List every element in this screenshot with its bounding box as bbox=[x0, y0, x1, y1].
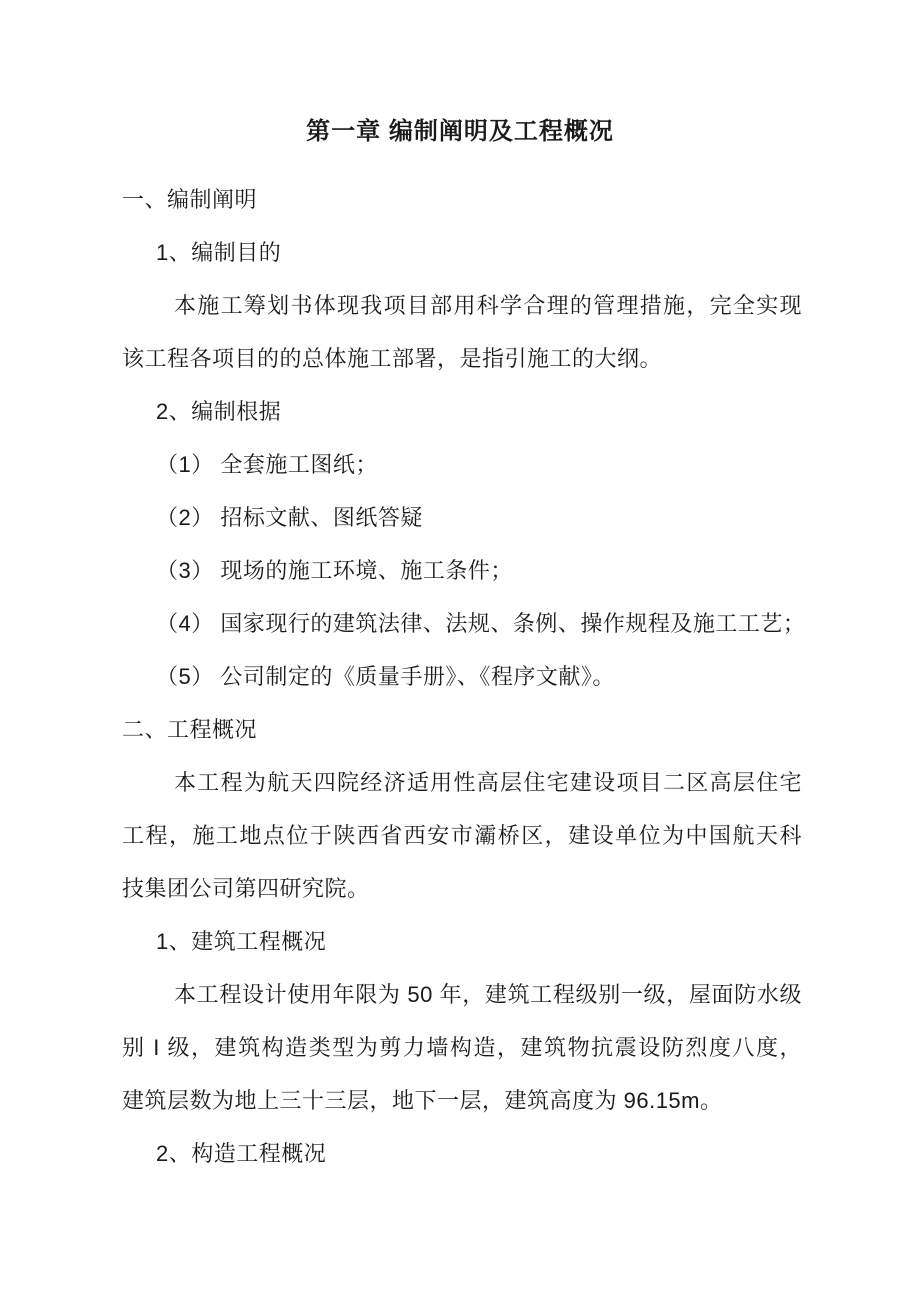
document-title: 第一章 编制阐明及工程概况 bbox=[306, 117, 614, 145]
paragraph-purpose-line-1: 本施工筹划书体现我项目部用科学合理的管理措施，完全实现 bbox=[174, 293, 802, 318]
paragraph-building-line-3: 建筑层数为地上三十三层，地下一层，建筑高度为 96.15m。 bbox=[122, 1088, 723, 1113]
paragraph-overview-line-3: 技集团公司第四研究院。 bbox=[122, 876, 370, 901]
subheading-2-2: 2、构造工程概况 bbox=[156, 1141, 327, 1166]
list-item-basis-1: （1） 全套施工图纸； bbox=[156, 452, 378, 477]
paragraph-overview-line-2: 工程，施工地点位于陕西省西安市灞桥区，建设单位为中国航天科 bbox=[122, 823, 802, 848]
paragraph-building-line-2: 别 I 级，建筑构造类型为剪力墙构造，建筑物抗震设防烈度八度， bbox=[122, 1035, 802, 1060]
heading-section-2: 二、工程概况 bbox=[122, 717, 258, 742]
paragraph-overview-line-1: 本工程为航天四院经济适用性高层住宅建设项目二区高层住宅 bbox=[174, 770, 802, 795]
document-body bbox=[122, 172, 806, 1179]
paragraph-building-line-1: 本工程设计使用年限为 50 年，建筑工程级别一级，屋面防水级 bbox=[174, 982, 802, 1007]
list-item-basis-5: （5） 公司制定的《质量手册》、《程序文献》。 bbox=[156, 664, 615, 689]
heading-section-1: 一、编制阐明 bbox=[122, 187, 258, 212]
subheading-1-1: 1、编制目的 bbox=[156, 240, 282, 265]
subheading-2-1: 1、建筑工程概况 bbox=[156, 929, 327, 954]
list-item-basis-4: （4） 国家现行的建筑法律、法规、条例、操作规程及施工工艺； bbox=[156, 611, 806, 636]
subheading-1-2: 2、编制根据 bbox=[156, 399, 282, 424]
list-item-basis-3: （3） 现场的施工环境、施工条件； bbox=[156, 558, 513, 583]
paragraph-purpose-line-2: 该工程各项目的的总体施工部署，是指引施工的大纲。 bbox=[122, 346, 663, 371]
list-item-basis-2: （2） 招标文献、图纸答疑 bbox=[156, 505, 423, 530]
